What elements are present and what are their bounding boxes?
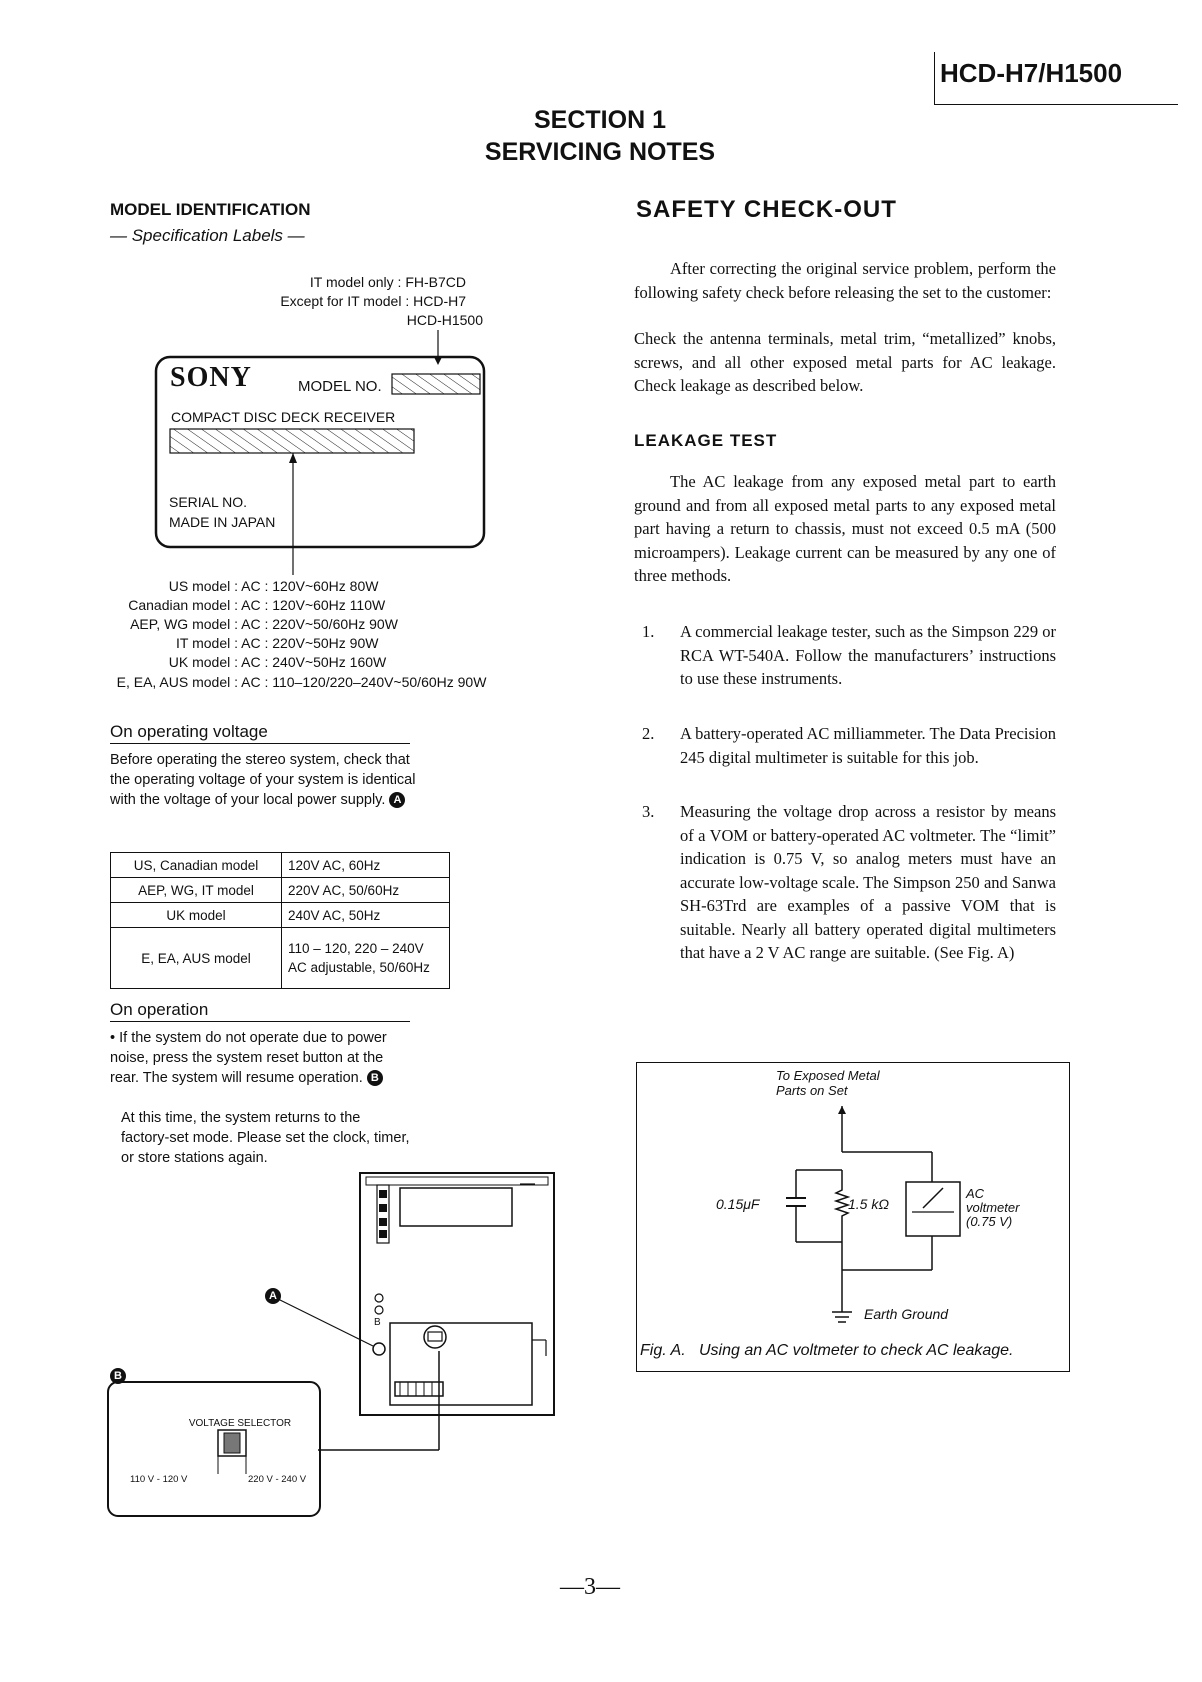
spec-line: Canadian model : AC : 120V~60Hz 110W	[128, 597, 386, 613]
spec-line: IT model : AC : 220V~50Hz 90W	[176, 635, 379, 651]
section-number: SECTION 1	[534, 106, 666, 134]
operation-title: On operation	[110, 1000, 209, 1019]
label-h1500: HCD-H1500	[406, 312, 483, 328]
operating-voltage-text: Before operating the stereo system, check that the operating voltage of your system is identical with the voltage of your local power supply. A	[110, 752, 416, 808]
label-it-model: IT model only : FH-B7CD	[309, 274, 466, 290]
spec-line: E, EA, AUS model : AC : 110–120/220–240V~50/60Hz 90W	[116, 674, 487, 690]
safety-title: SAFETY CHECK-OUT	[636, 196, 897, 223]
spec-line: UK model : AC : 240V~50Hz 160W	[168, 654, 387, 670]
model-identification-subtitle: — Specification Labels —	[110, 226, 305, 245]
safety-check: Check the antenna terminals, metal trim, “metallized” knobs, screws, and all other exposed metal parts for AC leakage. Check leakage as described below.	[634, 329, 1056, 395]
spec-line: US model : AC : 120V~60Hz 80W	[168, 578, 379, 594]
label-except-it: Except for IT model : HCD-H7	[280, 293, 466, 309]
table-row: AEP, WG, IT model 220V AC, 50/60Hz	[111, 878, 450, 903]
rear-b-label: B	[374, 1317, 381, 1328]
reset-marker-b: B	[110, 1368, 126, 1384]
safety-intro: After correcting the original service problem, perform the following safety check before releasing the set to the customer:	[634, 259, 1056, 302]
resistor-label: 1.5 kΩ	[848, 1196, 890, 1212]
table-row: UK model 240V AC, 50Hz	[111, 903, 450, 928]
voltage-selector-title: VOLTAGE SELECTOR	[188, 1418, 292, 1429]
leakage-title: LEAKAGE TEST	[634, 431, 778, 450]
model-identification-title: MODEL IDENTIFICATION	[110, 200, 311, 219]
label-product-name: COMPACT DISC DECK RECEIVER	[171, 409, 396, 425]
header-rule-vertical	[934, 52, 935, 104]
ground-label: Earth Ground	[864, 1306, 949, 1322]
rear-marker-a: A	[265, 1288, 281, 1304]
figure-label-top-2: Parts on Set	[776, 1083, 848, 1098]
page-number: —3—	[560, 1574, 620, 1600]
label-made-in: MADE IN JAPAN	[169, 514, 276, 530]
table-row: E, EA, AUS model 110 – 120, 220 – 240V AC adjustable, 50/60Hz	[111, 928, 450, 989]
operation-bullet: • If the system do not operate due to power noise, press the system reset button at the rear. The system will resume operation. B	[110, 1030, 387, 1086]
marker-a-badge: A	[389, 792, 405, 808]
selector-right-label: 220 V - 240 V	[248, 1474, 307, 1485]
label-serial-no: SERIAL NO.	[169, 494, 248, 510]
label-model-no: MODEL NO.	[298, 378, 382, 395]
voltmeter-label-3: (0.75 V)	[966, 1214, 1013, 1229]
method-item: 3. Measuring the voltage drop across a resistor by means of a VOM or battery-operated AC voltmeter. The “limit” indication is 0.75 V, so analog meters must have an accurate low-voltage scale. The Simpson 250 and Sanwa SH-63Trd are examples of a passive VOM that is suitable. Nearly all battery operated digital multimeters that have a 2 V AC range are suitable. (See Fig. A)	[642, 802, 1056, 962]
figure-caption: Fig. A. Using an AC voltmeter to check AC leakage.	[640, 1342, 1014, 1359]
section-title: SERVICING NOTES	[484, 138, 716, 166]
capacitor-label: 0.15μF	[716, 1196, 760, 1212]
voltmeter-label-1: AC	[966, 1186, 985, 1201]
method-item: 2. A battery-operated AC milliammeter. The Data Precision 245 digital multimeter is suitable for this job.	[642, 724, 1056, 767]
operating-voltage-title: On operating voltage	[110, 722, 268, 741]
leakage-text: The AC leakage from any exposed metal part to earth ground and from all exposed metal parts to any exposed metal part having a return to chassis, must not exceed 0.5 mA (500 microampers). Leakage current can be measured by any one of three methods.	[634, 472, 1056, 585]
selector-left-label: 110 V - 120 V	[130, 1474, 188, 1485]
operating-voltage-rule	[110, 743, 410, 744]
header-rule-horizontal	[934, 104, 1178, 105]
spec-line: AEP, WG model : AC : 220V~50/60Hz 90W	[130, 616, 398, 632]
table-row: US, Canadian model 120V AC, 60Hz	[111, 853, 450, 878]
figure-label-top-1: To Exposed Metal	[776, 1068, 880, 1083]
operation-followup: At this time, the system returns to the factory-set mode. Please set the clock, timer, or store stations again.	[121, 1110, 410, 1166]
operation-rule	[110, 1021, 410, 1022]
voltmeter-label-2: voltmeter	[966, 1200, 1020, 1215]
method-item: 1. A commercial leakage tester, such as the Simpson 229 or RCA WT-540A. Follow the manufacturers’ instructions to use these instruments.	[642, 622, 1056, 688]
marker-b-badge: B	[367, 1070, 383, 1086]
model-header: HCD-H7/H1500	[940, 58, 1123, 88]
voltage-table	[110, 852, 450, 989]
sony-logo: SONY	[170, 362, 252, 393]
